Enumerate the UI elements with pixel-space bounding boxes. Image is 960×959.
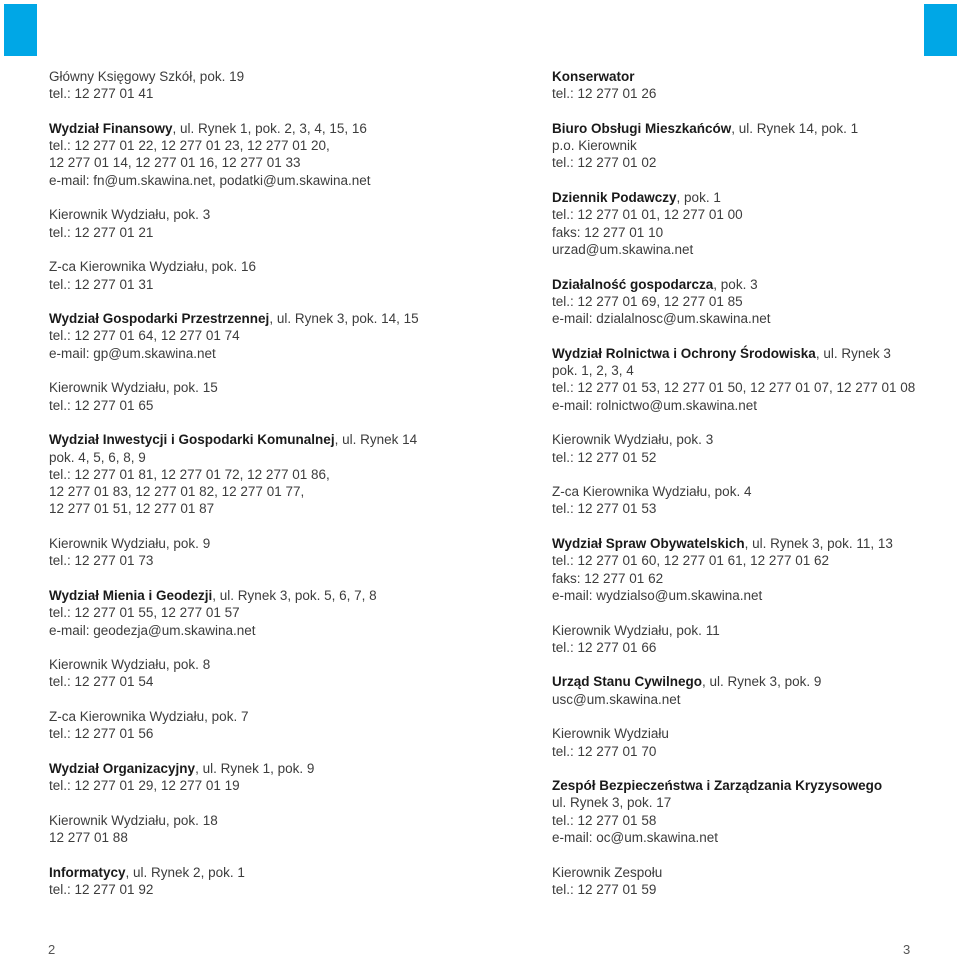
department-name: Wydział Spraw Obywatelskich (552, 536, 745, 552)
entry-line: faks: 12 277 01 10 (552, 224, 664, 240)
department-name: Zespół Bezpieczeństwa i Zarządzania Kryzysowego (552, 778, 883, 794)
entry-line: tel.: 12 277 01 59 (552, 881, 657, 897)
entry-line: e-mail: wydzialso@um.skawina.net (552, 587, 763, 603)
entry-line: tel.: 12 277 01 53, 12 277 01 50, 12 277 01 07, 12 277 01 08 (552, 380, 916, 396)
department-address: , ul. Rynek 14, pok. 1 (731, 120, 859, 136)
entry-line: tel.: 12 277 01 29, 12 277 01 19 (49, 778, 240, 794)
directory-entry (552, 535, 952, 604)
entry-heading (552, 345, 952, 362)
entry-line: Z-ca Kierownika Wydziału, pok. 4 (552, 484, 752, 500)
left-corner-tab (4, 4, 37, 56)
directory-entry (552, 345, 952, 414)
entry-line: pok. 4, 5, 6, 8, 9 (49, 449, 146, 465)
entry-line: tel.: 12 277 01 53 (552, 501, 657, 517)
entry-line: p.o. Kierownik (552, 138, 637, 154)
right-column (552, 68, 952, 916)
department-name: Wydział Rolnictwa i Ochrony Środowiska (552, 345, 816, 361)
department-name: Wydział Organizacyjny (49, 760, 196, 776)
directory-entry (552, 673, 952, 708)
entry-line: Kierownik Wydziału (552, 726, 669, 742)
directory-entry (552, 431, 952, 466)
entry-line: tel.: 12 277 01 92 (49, 881, 154, 897)
directory-entry (49, 431, 469, 517)
department-name: Biuro Obsługi Mieszkańców (552, 120, 732, 136)
entry-line: 12 277 01 83, 12 277 01 82, 12 277 01 77, (49, 484, 305, 500)
directory-entry (49, 864, 469, 899)
entry-line: e-mail: fn@um.skawina.net, podatki@um.skawina.net (49, 172, 371, 188)
entry-line: Z-ca Kierownika Wydziału, pok. 7 (49, 708, 249, 724)
entry-line: tel.: 12 277 01 64, 12 277 01 74 (49, 328, 240, 344)
entry-line: tel.: 12 277 01 58 (552, 812, 657, 828)
directory-entry (552, 120, 952, 172)
department-name: Wydział Finansowy (49, 120, 173, 136)
entry-line: Kierownik Wydziału, pok. 11 (552, 622, 720, 638)
entry-line: tel.: 12 277 01 65 (49, 397, 154, 413)
entry-line: tel.: 12 277 01 22, 12 277 01 23, 12 277 01 20, (49, 138, 330, 154)
entry-line: Kierownik Wydziału, pok. 3 (552, 432, 714, 448)
entry-heading (552, 189, 952, 206)
entry-heading (552, 777, 952, 794)
entry-heading (49, 864, 469, 881)
left-column (49, 68, 469, 916)
entry-line: e-mail: oc@um.skawina.net (552, 830, 719, 846)
directory-entry (49, 68, 469, 103)
department-name: Urząd Stanu Cywilnego (552, 674, 703, 690)
right-corner-tab (924, 4, 957, 56)
entry-heading (552, 535, 952, 552)
directory-entry (49, 379, 469, 414)
directory-entry (552, 622, 952, 657)
directory-entry (552, 189, 952, 258)
entry-heading (49, 587, 469, 604)
entry-line: 12 277 01 51, 12 277 01 87 (49, 501, 215, 517)
entry-line: Kierownik Wydziału, pok. 8 (49, 657, 211, 673)
directory-entry (552, 777, 952, 846)
page-number-right: 3 (903, 942, 911, 957)
department-address: , ul. Rynek 3, pok. 11, 13 (744, 536, 893, 552)
entry-line: ul. Rynek 3, pok. 17 (552, 795, 672, 811)
entry-line: urzad@um.skawina.net (552, 241, 694, 257)
entry-heading (552, 120, 952, 137)
entry-line: tel.: 12 277 01 01, 12 277 01 00 (552, 207, 743, 223)
entry-heading (552, 68, 952, 85)
entry-line: faks: 12 277 01 62 (552, 570, 664, 586)
department-address: , ul. Rynek 1, pok. 9 (195, 760, 315, 776)
entry-line: tel.: 12 277 01 55, 12 277 01 57 (49, 605, 240, 621)
entry-line: usc@um.skawina.net (552, 691, 681, 707)
entry-heading (49, 120, 469, 137)
entry-line: Kierownik Wydziału, pok. 3 (49, 207, 211, 223)
department-address: , ul. Rynek 3, pok. 9 (702, 674, 822, 690)
entry-line: Z-ca Kierownika Wydziału, pok. 16 (49, 259, 256, 275)
entry-line: Kierownik Wydziału, pok. 18 (49, 812, 218, 828)
directory-entry (552, 483, 952, 518)
entry-line: Kierownik Wydziału, pok. 15 (49, 380, 218, 396)
entry-line: tel.: 12 277 01 52 (552, 449, 657, 465)
directory-entry (49, 708, 469, 743)
entry-line: Kierownik Zespołu (552, 864, 663, 880)
entry-line: e-mail: gp@um.skawina.net (49, 345, 216, 361)
entry-line: tel.: 12 277 01 66 (552, 639, 657, 655)
entry-line: 12 277 01 14, 12 277 01 16, 12 277 01 33 (49, 155, 301, 171)
directory-entry (49, 760, 469, 795)
department-address: , ul. Rynek 3, pok. 14, 15 (269, 311, 419, 327)
department-name: Działalność gospodarcza (552, 276, 714, 292)
directory-entry (49, 812, 469, 847)
directory-entry (552, 864, 952, 899)
entry-line: tel.: 12 277 01 69, 12 277 01 85 (552, 293, 743, 309)
directory-entry (49, 258, 469, 293)
department-address: , ul. Rynek 14 (334, 432, 418, 448)
entry-line: tel.: 12 277 01 81, 12 277 01 72, 12 277 01 86, (49, 466, 330, 482)
entry-heading (552, 673, 952, 690)
directory-entry (49, 310, 469, 362)
entry-line: tel.: 12 277 01 54 (49, 674, 154, 690)
department-name: Konserwator (552, 69, 635, 84)
department-address: , ul. Rynek 2, pok. 1 (125, 864, 245, 880)
department-address: , ul. Rynek 3 (815, 345, 891, 361)
page-number-left: 2 (48, 942, 56, 957)
entry-line: Główny Księgowy Szkół, pok. 19 (49, 69, 245, 84)
entry-line: tel.: 12 277 01 70 (552, 743, 657, 759)
directory-entry (49, 120, 469, 189)
entry-line: tel.: 12 277 01 56 (49, 726, 154, 742)
entry-line: 12 277 01 88 (49, 830, 128, 846)
entry-line: e-mail: geodezja@um.skawina.net (49, 622, 256, 638)
entry-line: e-mail: rolnictwo@um.skawina.net (552, 397, 758, 413)
department-name: Wydział Inwestycji i Gospodarki Komunalnej (49, 432, 335, 448)
directory-entry (552, 725, 952, 760)
department-address: , pok. 3 (713, 276, 758, 292)
entry-line: tel.: 12 277 01 02 (552, 155, 657, 171)
department-name: Dziennik Podawczy (552, 190, 677, 206)
directory-entry (49, 206, 469, 241)
department-name: Wydział Gospodarki Przestrzennej (49, 311, 270, 327)
entry-heading (49, 760, 469, 777)
department-name: Informatycy (49, 864, 126, 880)
entry-line: tel.: 12 277 01 73 (49, 553, 154, 569)
department-address: , ul. Rynek 3, pok. 5, 6, 7, 8 (212, 587, 377, 603)
directory-entry (49, 587, 469, 639)
entry-line: pok. 1, 2, 3, 4 (552, 363, 634, 379)
entry-heading (49, 310, 469, 327)
entry-line: tel.: 12 277 01 60, 12 277 01 61, 12 277 01 62 (552, 553, 829, 569)
entry-heading (552, 276, 952, 293)
entry-heading (49, 431, 469, 448)
entry-line: tel.: 12 277 01 21 (49, 224, 154, 240)
directory-entry (552, 276, 952, 328)
directory-entry (552, 68, 952, 103)
entry-line: e-mail: dzialalnosc@um.skawina.net (552, 311, 771, 327)
entry-line: Kierownik Wydziału, pok. 9 (49, 536, 211, 552)
directory-entry (49, 656, 469, 691)
department-address: , ul. Rynek 1, pok. 2, 3, 4, 15, 16 (172, 120, 367, 136)
directory-entry (49, 535, 469, 570)
entry-line: tel.: 12 277 01 31 (49, 276, 154, 292)
department-name: Wydział Mienia i Geodezji (49, 587, 213, 603)
entry-line: tel.: 12 277 01 26 (552, 86, 657, 102)
department-address: , pok. 1 (676, 190, 721, 206)
entry-line: tel.: 12 277 01 41 (49, 86, 154, 102)
